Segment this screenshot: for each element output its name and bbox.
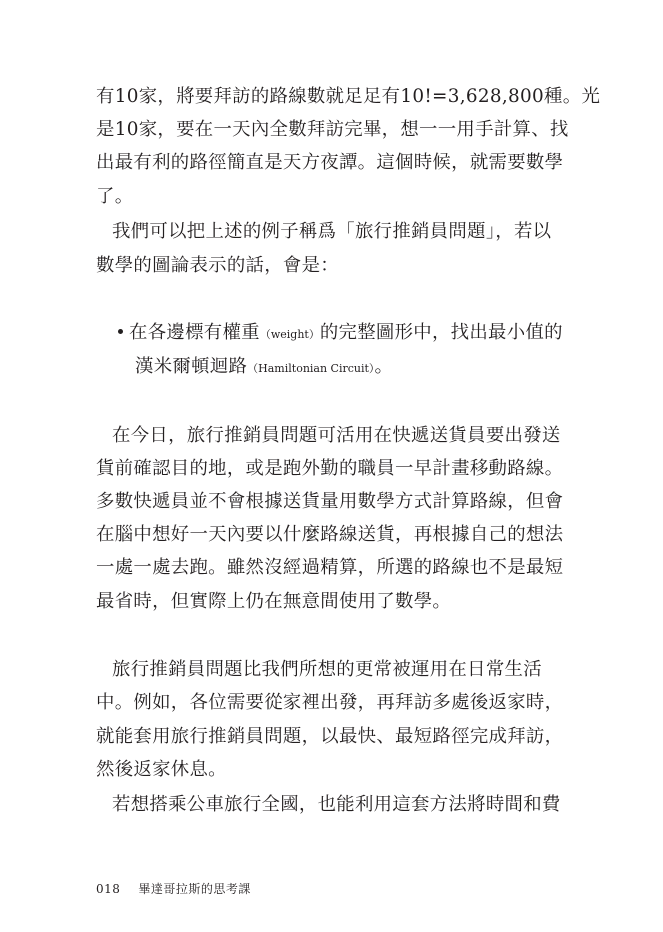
text-line: 一處一處去跑。雖然沒經過精算，所選的路線也不是最短 bbox=[96, 557, 564, 578]
text-line: 數學的圖論表示的話，會是： bbox=[96, 255, 339, 276]
text-line: 多數快遞員並不會根據送貨量用數學方式計算路線，但會 bbox=[96, 491, 564, 512]
bullet-dot-icon bbox=[118, 329, 123, 334]
page-number: 018 bbox=[96, 882, 121, 896]
term-annotation: （weight） bbox=[259, 328, 320, 341]
text-line: 若想搭乘公車旅行全國，也能利用這套方法將時間和費 bbox=[112, 794, 561, 815]
bullet-text: 在各邊標有權重 bbox=[129, 322, 260, 343]
term-annotation: （Hamiltonian Circuit） bbox=[247, 362, 375, 375]
text-line: 是10家，要在一天內全數拜訪完畢，想一一用手計算、找 bbox=[96, 119, 569, 140]
text-line: 了。 bbox=[96, 186, 134, 207]
book-title: 畢達哥拉斯的思考課 bbox=[138, 882, 251, 896]
text-line: 最省時，但實際上仍在無意間使用了數學。 bbox=[96, 591, 452, 612]
text-line: 在腦中想好一天內要以什麼路線送貨，再根據自己的想法 bbox=[96, 524, 564, 545]
bullet-text: 。 bbox=[374, 356, 394, 377]
text-line: 貨前確認目的地，或是跑外勤的職員一早計畫移動路線。 bbox=[96, 458, 564, 479]
text-line: 旅行推銷員問題比我們所想的更常被運用在日常生活 bbox=[112, 659, 542, 680]
bullet-line-1 bbox=[118, 322, 578, 346]
text-line: 中。例如，各位需要從家裡出發，再拜訪多處後返家時， bbox=[96, 692, 564, 713]
text-line: 就能套用旅行推銷員問題，以最快、最短路徑完成拜訪， bbox=[96, 726, 564, 747]
text-line: 然後返家休息。 bbox=[96, 759, 227, 780]
bullet-text: 漢米爾頓迴路 bbox=[135, 356, 248, 377]
text-line: 出最有利的路徑簡直是天方夜譚。這個時候，就需要數學 bbox=[96, 152, 564, 173]
text-line: 我們可以把上述的例子稱爲「旅行推銷員問題」，若以 bbox=[112, 221, 552, 242]
bullet-line-2 bbox=[135, 356, 595, 380]
page-footer bbox=[96, 880, 251, 897]
bullet-text: 的完整圖形中，找出最小值的 bbox=[319, 322, 563, 343]
text-line: 有10家，將要拜訪的路線數就足足有10!=3,628,800種。光 bbox=[96, 86, 601, 107]
text-line: 在今日，旅行推銷員問題可活用在快遞送貨員要出發送 bbox=[112, 425, 561, 446]
